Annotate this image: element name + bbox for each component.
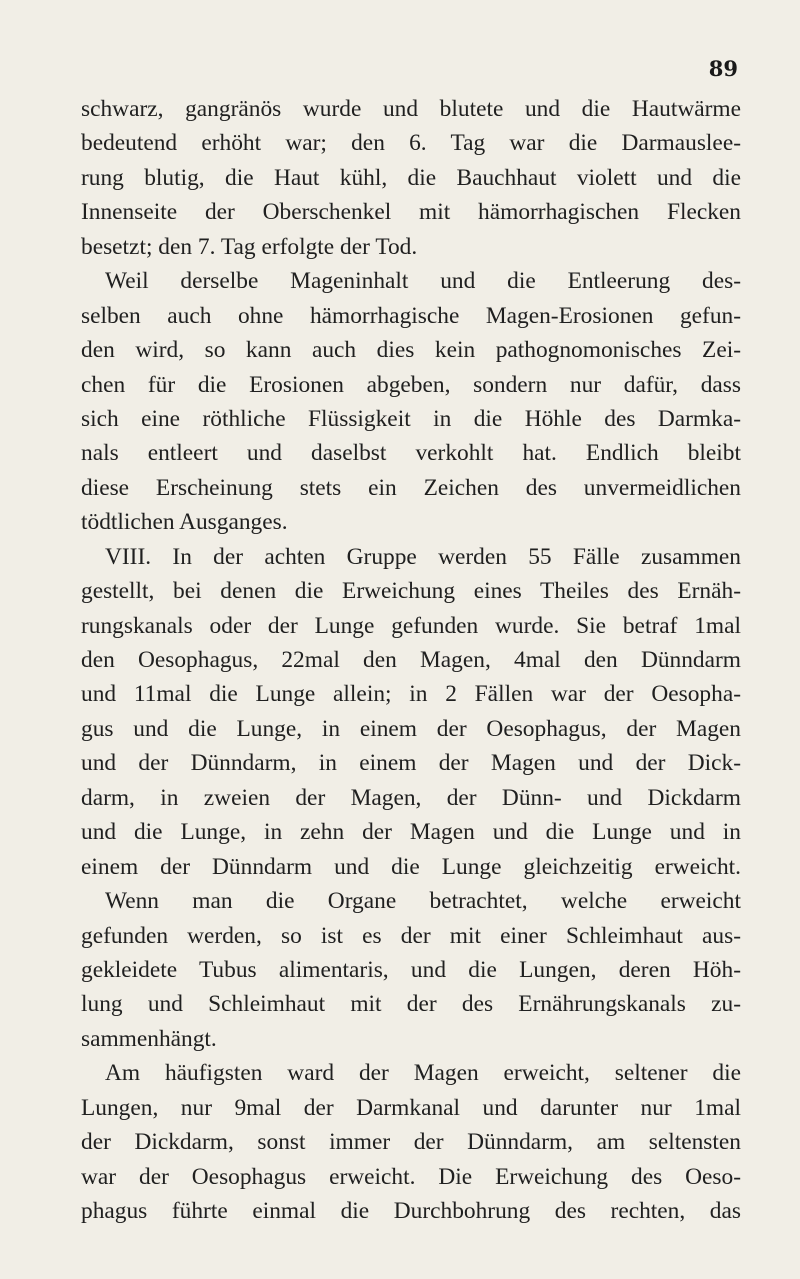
text-line: Wenn man die Organe betrachtet, welche erweicht (105, 888, 741, 915)
text-line: Weil derselbe Mageninhalt und die Entleerung des- (105, 268, 741, 295)
text-line: und der Dünndarm, in einem der Magen und der Dick- (81, 750, 741, 777)
text-line: darm, in zweien der Magen, der Dünn- und Dickdarm (81, 784, 741, 811)
text-line: lung und Schleimhaut mit der des Ernährungskanals zu- (81, 991, 741, 1018)
text-line: Lungen, nur 9mal der Darmkanal und darunter nur 1mal (81, 1094, 741, 1121)
text-line: Innenseite der Oberschenkel mit hämorrhagischen Flecken (81, 199, 741, 226)
text-line: diese Erscheinung stets ein Zeichen des unvermeidlichen (81, 474, 741, 501)
text-line: und 11mal die Lunge allein; in 2 Fällen war der Oesopha- (81, 681, 741, 708)
text-line: selben auch ohne hämorrhagische Magen-Erosionen gefun- (81, 302, 741, 329)
text-line: Am häufigsten ward der Magen erweicht, seltener die (105, 1060, 741, 1087)
text-line: gekleidete Tubus alimentaris, und die Lungen, deren Höh- (81, 956, 741, 983)
text-line: besetzt; den 7. Tag erfolgte der Tod. (81, 233, 418, 260)
text-line: schwarz, gangränös wurde und blutete und die Hautwärme (81, 96, 741, 122)
page-number: 89 (708, 56, 738, 81)
text-line: den wird, so kann auch dies kein pathognomonisches Zei- (81, 337, 741, 364)
text-line: und die Lunge, in zehn der Magen und die Lunge und in (81, 819, 741, 846)
text-line: gus und die Lunge, in einem der Oesophagus, der Magen (81, 715, 741, 742)
text-line: bedeutend erhöht war; den 6. Tag war die Darmauslee- (81, 130, 741, 157)
text-line: rungskanals oder der Lunge gefunden wurde. Sie betraf 1mal (81, 612, 741, 639)
text-line: sich eine röthliche Flüssigkeit in die Höhle des Darmka- (81, 405, 741, 432)
text-line: sammenhängt. (81, 1025, 217, 1052)
text-line: gestellt, bei denen die Erweichung eines Theiles des Ernäh- (81, 578, 741, 605)
text-line: tödtlichen Ausganges. (81, 509, 288, 536)
text-line: chen für die Erosionen abgeben, sondern nur dafür, dass (81, 371, 741, 398)
text-line: VIII. In der achten Gruppe werden 55 Fälle zusammen (105, 543, 741, 570)
text-line: phagus führte einmal die Durchbohrung des rechten, das (81, 1198, 741, 1224)
body-text (81, 92, 741, 1228)
text-line: den Oesophagus, 22mal den Magen, 4mal den Dünndarm (81, 647, 741, 673)
text-line: einem der Dünndarm und die Lunge gleichzeitig erweicht. (81, 853, 741, 880)
text-line: nals entleert und daselbst verkohlt hat. Endlich bleibt (81, 440, 741, 467)
text-line: rung blutig, die Haut kühl, die Bauchhaut violett und die (81, 164, 741, 191)
text-line: der Dickdarm, sonst immer der Dünndarm, am seltensten (81, 1129, 741, 1156)
text-line: gefunden werden, so ist es der mit einer Schleimhaut aus- (81, 922, 741, 949)
text-line: war der Oesophagus erweicht. Die Erweichung des Oeso- (81, 1163, 741, 1190)
